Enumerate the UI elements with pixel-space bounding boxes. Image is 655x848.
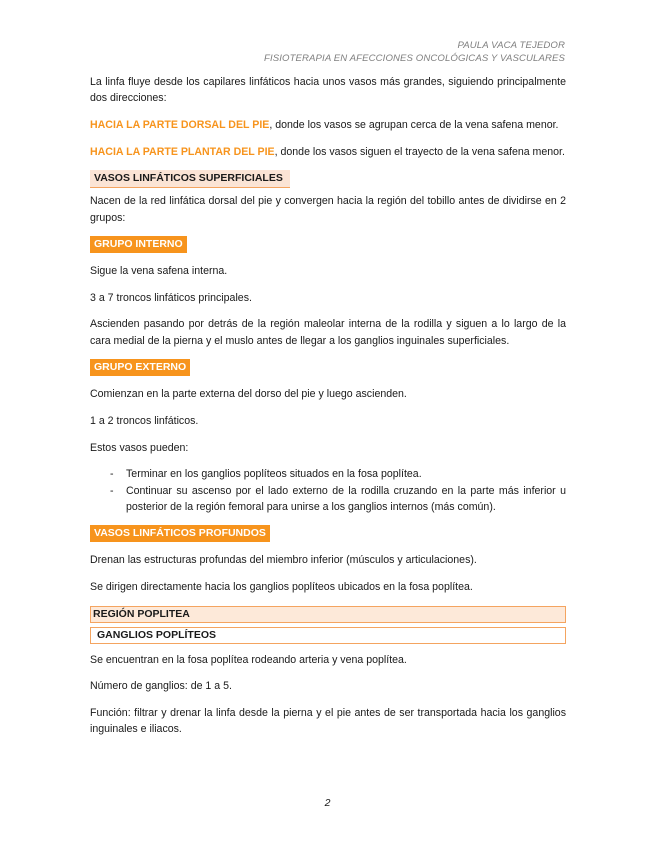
ganglios-p3: Función: filtrar y drenar la linfa desde la pierna y el pie antes de ser transportada hacia los ganglios inguinales e iliacos.: [90, 706, 566, 736]
heading-profundos: VASOS LINFÁTICOS PROFUNDOS: [90, 525, 270, 542]
page-number: 2: [324, 797, 331, 809]
section-heading-superficiales: VASOS LINFÁTICOS SUPERFICIALES: [90, 170, 290, 188]
interno-p1: Sigue la vena safena interna.: [90, 265, 228, 278]
page-header: [264, 40, 565, 65]
list-item-text: Terminar en los ganglios poplíteos situados en la fosa poplítea.: [126, 468, 422, 481]
plantar-label: HACIA LA PARTE PLANTAR DEL PIE: [90, 145, 275, 158]
interno-p2: 3 a 7 troncos linfáticos principales.: [90, 291, 252, 304]
externo-bullet-list: [90, 466, 566, 515]
section-heading-region-poplitea: REGIÓN POPLITEA: [90, 606, 566, 623]
interno-p3: Ascienden pasando por detrás de la región maleolar interna de la rodilla y siguen a lo largo de la cara medial de la pierna y el muslo antes de llegar a los ganglios inguinales superficiales.: [90, 318, 566, 347]
externo-p1: Comienzan en la parte externa del dorso del pie y luego ascienden.: [90, 388, 407, 401]
profundos-p1: Drenan las estructuras profundas del miembro inferior (músculos y articulaciones).: [90, 554, 477, 567]
dash-bullet: -: [110, 468, 114, 481]
externo-p2: 1 a 2 troncos linfáticos.: [90, 414, 199, 427]
ganglios-p2: Número de ganglios: de 1 a 5.: [90, 680, 232, 693]
list-item-text: Continuar su ascenso por el lado externo de la rodilla cruzando en la parte más inferior u posterior de la región femoral para unirse a los ganglios internos (más común).: [126, 484, 566, 513]
intro-paragraph: La linfa fluye desde los capilares linfáticos hacia unos vasos más grandes, siguiendo principalmente dos direcciones:: [90, 76, 566, 105]
header-subject: FISIOTERAPIA EN AFECCIONES ONCOLÓGICAS Y VASCULARES: [264, 52, 565, 64]
ganglios-p1: Se encuentran en la fosa poplítea rodeando arteria y vena poplítea.: [90, 653, 407, 666]
dash-bullet: -: [110, 484, 114, 497]
externo-p3: Estos vasos pueden:: [90, 441, 189, 454]
dorsal-paragraph: [90, 117, 566, 133]
section-heading-ganglios-popliteos: GANGLIOS POPLÍTEOS: [90, 627, 566, 644]
plantar-paragraph: [90, 144, 566, 160]
header-author: PAULA VACA TEJEDOR: [457, 40, 565, 51]
page-content: [90, 74, 566, 748]
superficiales-paragraph: Nacen de la red linfática dorsal del pie y convergen hacia la región del tobillo antes de dividirse en 2 grupos:: [90, 195, 566, 224]
list-item: [90, 466, 566, 482]
dorsal-label: HACIA LA PARTE DORSAL DEL PIE: [90, 119, 270, 131]
dorsal-text: , donde los vasos se agrupan cerca de la vena safena menor.: [269, 119, 559, 131]
list-item: [90, 483, 566, 516]
heading-grupo-externo: GRUPO EXTERNO: [90, 359, 190, 376]
plantar-text: , donde los vasos siguen el trayecto de la vena safena menor.: [274, 145, 565, 158]
profundos-p2: Se dirigen directamente hacia los ganglios poplíteos ubicados en la fosa poplítea.: [90, 580, 473, 593]
heading-grupo-interno: GRUPO INTERNO: [90, 236, 187, 253]
